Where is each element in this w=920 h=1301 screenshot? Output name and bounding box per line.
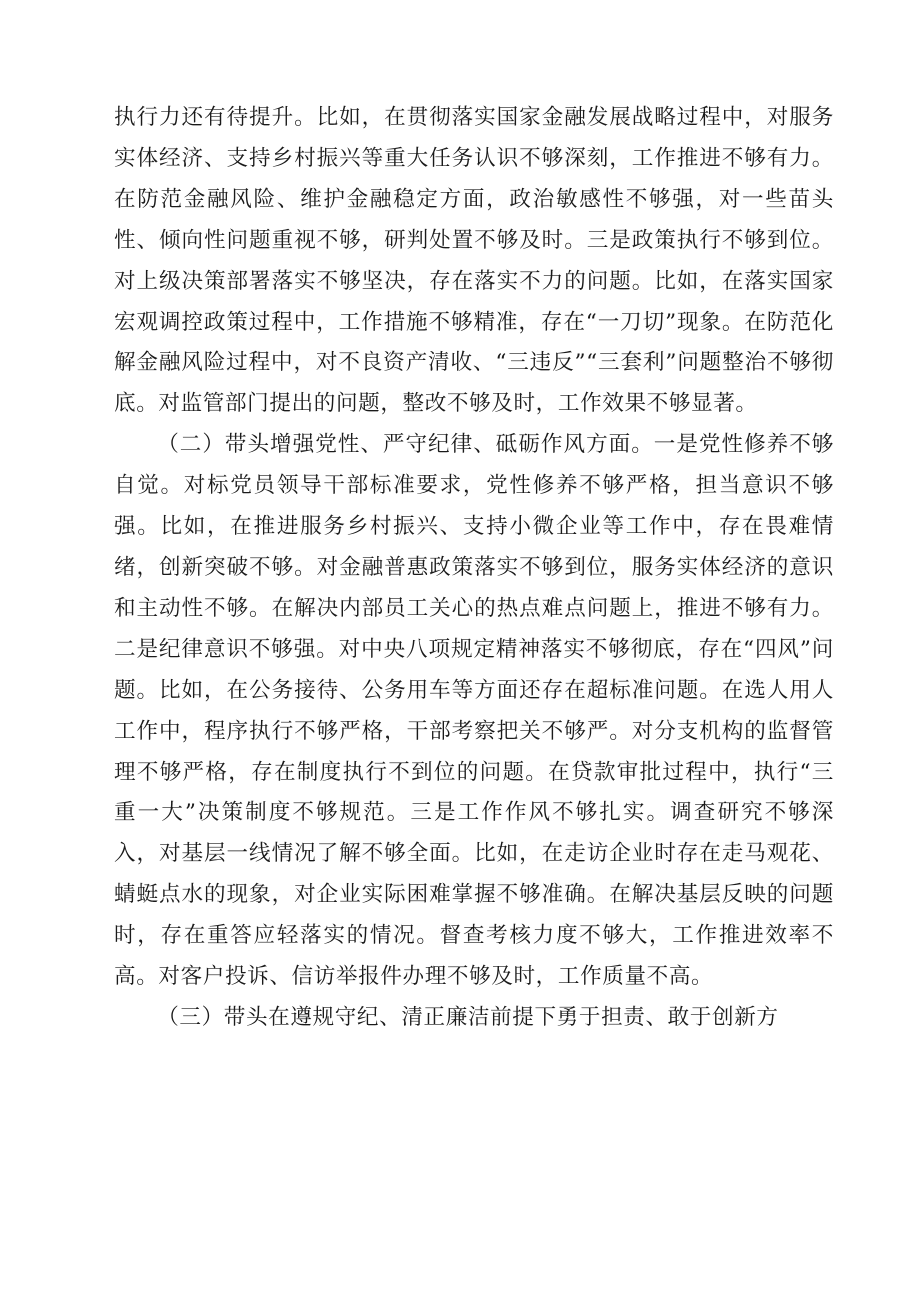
paragraph-1: 执行力还有待提升。比如，在贯彻落实国家金融发展战略过程中，对服务实体经济、支持乡村振兴等重大任务认识不够深刻，工作推进不够有力。在防范金融风险、维护金融稳定方面，政治敏感性不够强，对一些苗头性、倾向性问题重视不够，研判处置不够及时。三是政策执行不够到位。对上级决策部署落实不够坚决，存在落实不力的问题。比如，在落实国家宏观调控政策过程中，工作措施不够精准，存在“一刀切”现象。在防范化解金融风险过程中，对不良资产清收、“三违反”“三套利”问题整治不够彻底。对监管部门提出的问题，整改不够及时，工作效果不够显著。 — [114, 105, 834, 417]
document-page — [114, 98, 834, 1039]
paragraph-3: （三）带头在遵规守纪、清正廉洁前提下勇于担责、敢于创新方 — [157, 1004, 779, 1030]
paragraph-2: （二）带头增强党性、严守纪律、砥砺作风方面。一是党性修养不够自觉。对标党员领导干部标准要求，党性修养不够严格，担当意识不够强。比如，在推进服务乡村振兴、支持小微企业等工作中，存在畏难情绪，创新突破不够。对金融普惠政策落实不够到位，服务实体经济的意识和主动性不够。在解决内部员工关心的热点难点问题上，推进不够有力。二是纪律意识不够强。对中央八项规定精神落实不够彻底，存在“四风”问题。比如，在公务接待、公务用车等方面还存在超标准问题。在选人用人工作中，程序执行不够严格，干部考察把关不够严。对分支机构的监督管理不够严格，存在制度执行不到位的问题。在贷款审批过程中，执行“三重一大”决策制度不够规范。三是工作作风不够扎实。调查研究不够深入，对基层一线情况了解不够全面。比如，在走访企业时存在走马观花、蜻蜓点水的现象，对企业实际困难掌握不够准确。在解决基层反映的问题时，存在重答应轻落实的情况。督查考核力度不够大，工作推进效率不高。对客户投诉、信访举报件办理不够及时，工作质量不高。 — [114, 432, 834, 990]
